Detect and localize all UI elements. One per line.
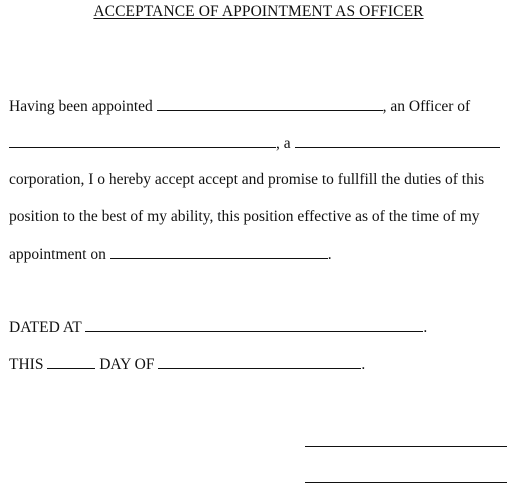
day-field[interactable] (47, 355, 95, 369)
appointed-lead-text: Having been appointed (9, 98, 153, 115)
title-signature-line[interactable] (305, 482, 507, 483)
company-a-text: , a (276, 135, 291, 152)
this-day-end-period: . (361, 356, 366, 373)
body-line-1 (9, 171, 484, 189)
day-of-label: DAY OF (99, 356, 155, 373)
appointee-name-field[interactable] (157, 97, 383, 111)
month-year-field[interactable] (158, 355, 361, 369)
appointment-date-field[interactable] (110, 245, 328, 259)
company-name-field[interactable] (9, 134, 276, 148)
this-label: THIS (9, 356, 44, 373)
dated-at-field[interactable] (85, 318, 423, 332)
appointment-date-line (9, 245, 332, 264)
this-day-line (9, 355, 365, 374)
company-line (9, 134, 500, 153)
dated-at-end-period: . (423, 319, 428, 336)
body-line-2-text: position to the best of my ability, this position effective as of the time of my (9, 208, 480, 225)
appointed-line (9, 97, 470, 116)
signature-line[interactable] (305, 446, 507, 447)
officer-of-text: , an Officer of (382, 98, 471, 115)
dated-at-label: DATED AT (9, 319, 82, 336)
dated-at-line (9, 318, 427, 337)
document-title-text: ACCEPTANCE OF APPOINTMENT AS OFFICER (93, 3, 424, 20)
body-line-1-text: corporation, I o hereby accept accept and promise to fullfill the duties of this (9, 171, 485, 188)
appointment-on-text: appointment on (9, 246, 106, 263)
state-field[interactable] (295, 134, 500, 148)
document-title (0, 3, 517, 21)
body-line-2 (9, 208, 480, 226)
appointment-end-period: . (327, 246, 332, 263)
